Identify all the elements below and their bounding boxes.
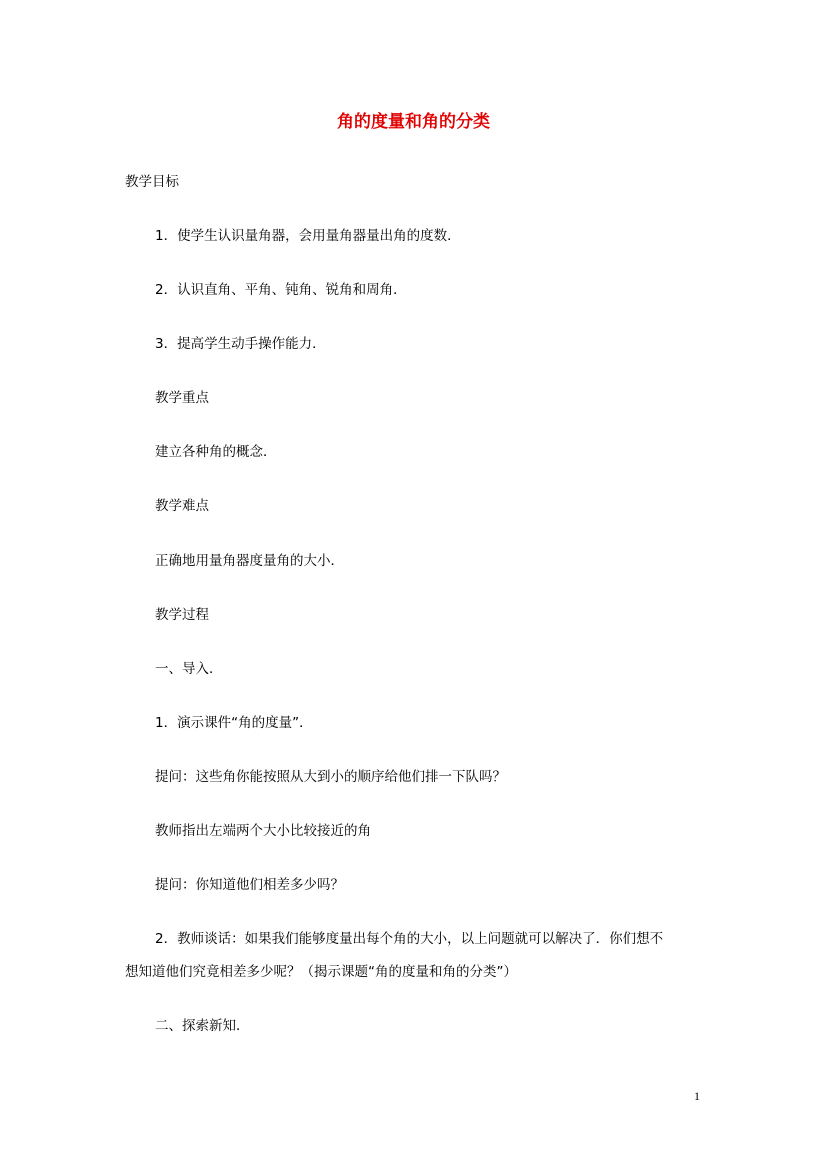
question-ordering: 提问：这些角你能按照从大到小的顺序给他们排一下队吗？ — [155, 769, 506, 785]
section-heading-key-points: 教学重点 — [155, 390, 209, 406]
step-2-talk-line-2: 想知道他们究竟相差多少呢？（揭示课题“角的度量和角的分类”） — [125, 964, 517, 980]
step-1-demo: 1．演示课件“角的度量”． — [155, 715, 313, 731]
question-difference: 提问：你知道他们相差多少吗？ — [155, 877, 344, 893]
teacher-note: 教师指出左端两个大小比较接近的角 — [155, 823, 371, 839]
section-heading-process: 教学过程 — [155, 607, 209, 623]
section-heading-difficulties: 教学难点 — [155, 498, 209, 514]
objective-item-3: 3．提高学生动手操作能力． — [155, 336, 326, 352]
document-title: 角的度量和角的分类 — [337, 112, 490, 132]
section-heading-objectives: 教学目标 — [125, 174, 179, 190]
key-point-text: 建立各种角的概念． — [155, 444, 277, 460]
objective-item-1: 1．使学生认识量角器，会用量角器量出角的度数． — [155, 228, 461, 244]
step-2-talk-line-1: 2．教师谈话：如果我们能够度量出每个角的大小，以上问题就可以解决了．你们想不 — [155, 931, 664, 947]
page-number: 1 — [694, 1089, 700, 1103]
step-introduction: 一、导入． — [155, 661, 223, 677]
objective-item-2: 2．认识直角、平角、钝角、锐角和周角． — [155, 282, 407, 298]
difficulty-text: 正确地用量角器度量角的大小． — [155, 553, 344, 569]
step-explore: 二、探索新知． — [155, 1018, 250, 1034]
